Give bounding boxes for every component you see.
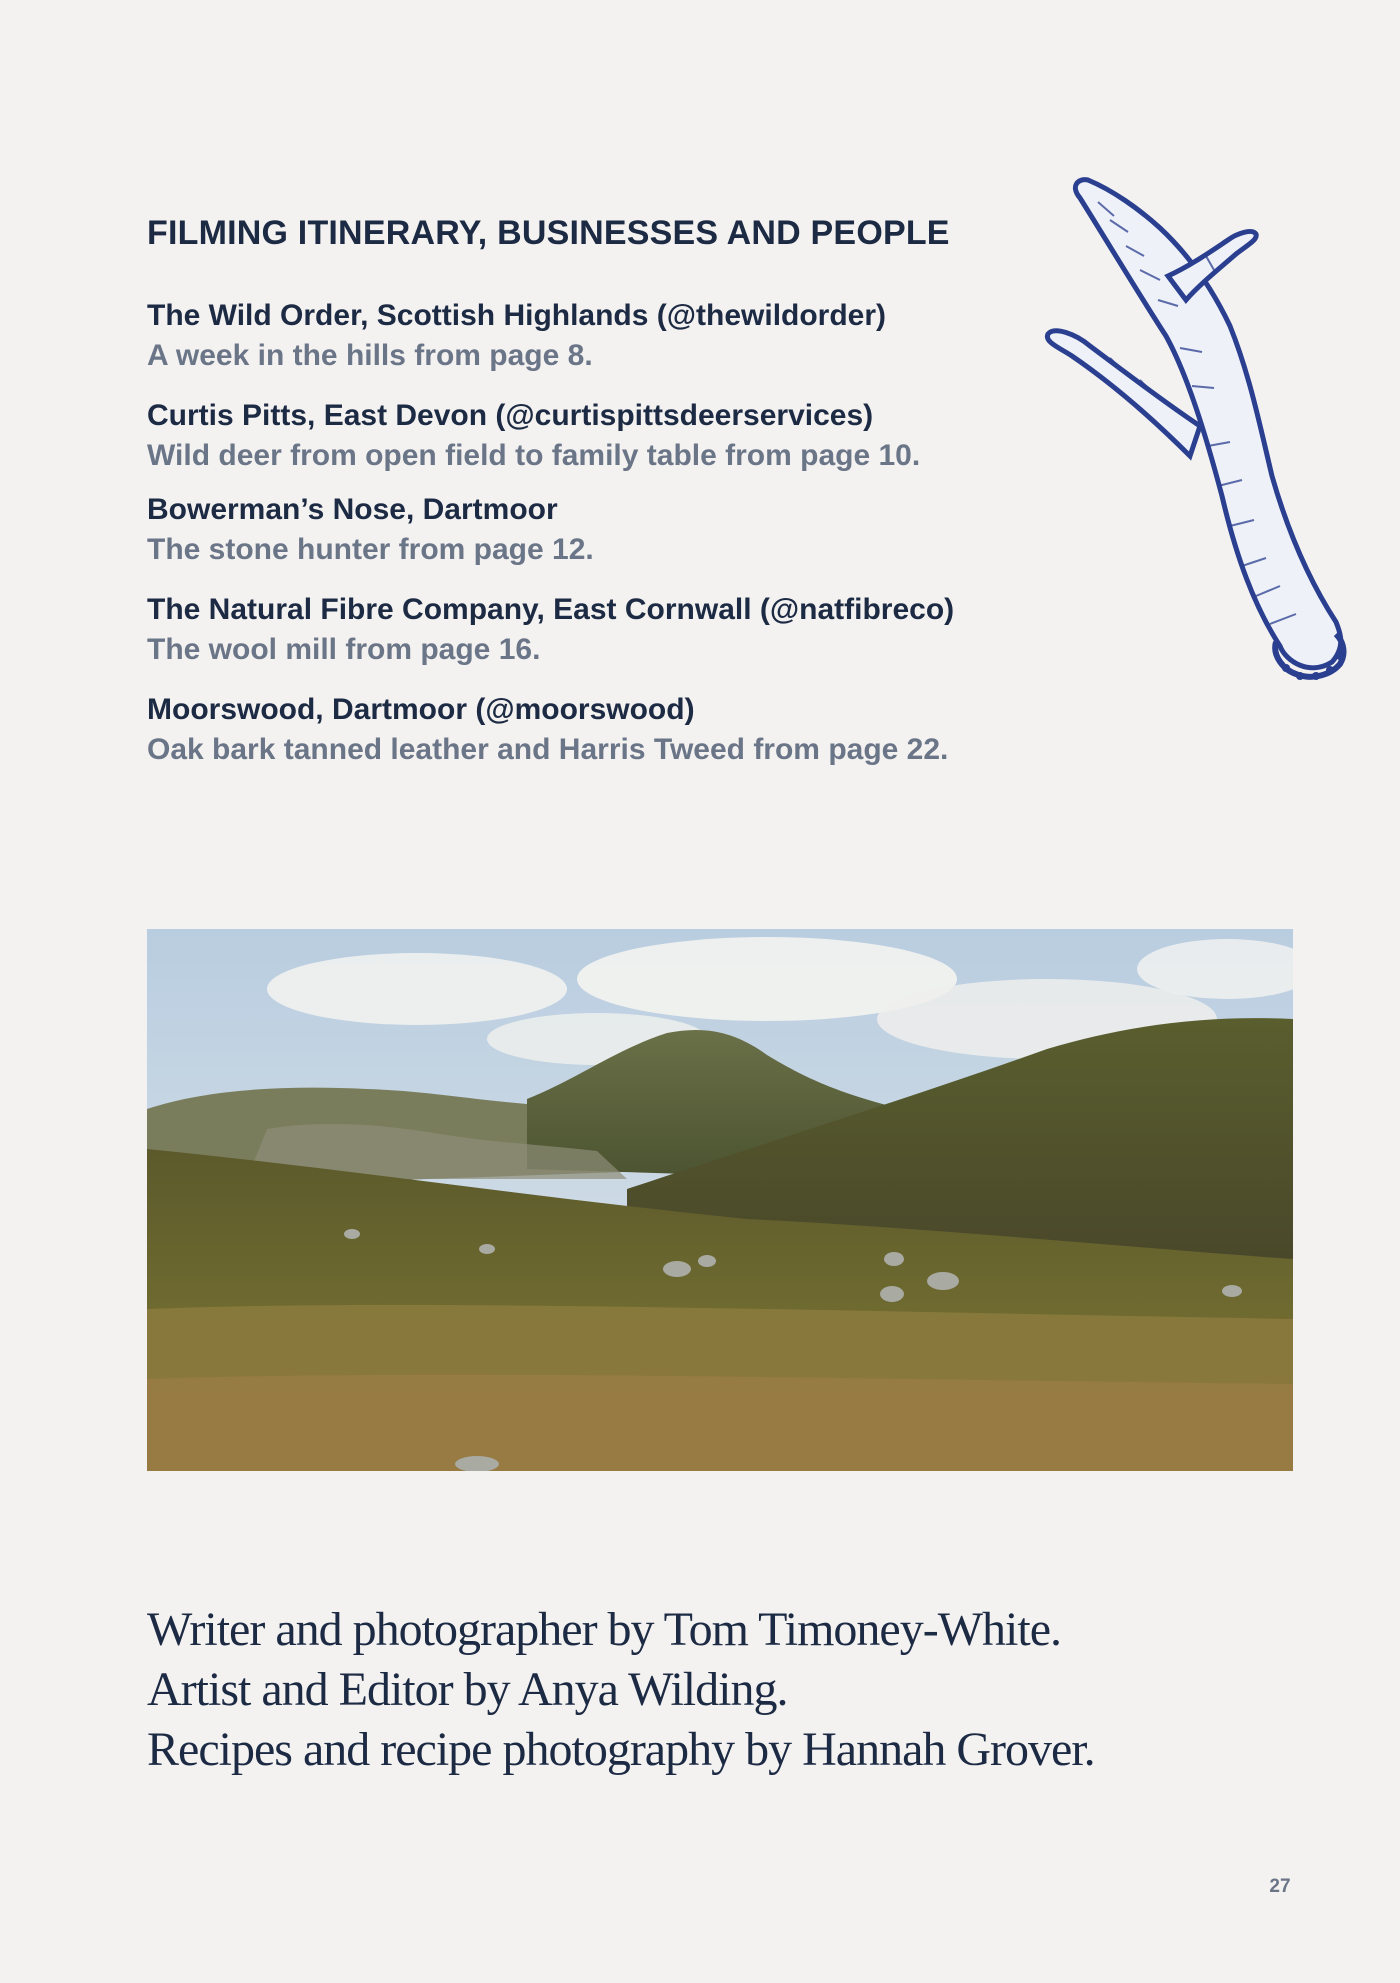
entry-title: Moorswood, Dartmoor (@moorswood)	[147, 693, 695, 726]
credit-line: Writer and photographer by Tom Timoney-White.	[147, 1603, 1061, 1656]
entry-subtitle: The stone hunter from page 12.	[147, 533, 594, 566]
entry-title: The Wild Order, Scottish Highlands (@thewildorder)	[147, 299, 887, 332]
entry-subtitle: A week in the hills from page 8.	[147, 339, 593, 372]
credits	[147, 1600, 1297, 1780]
entry-subtitle: The wool mill from page 16.	[147, 633, 541, 666]
credit-line: Artist and Editor by Anya Wilding.	[147, 1663, 788, 1716]
entry-title: Curtis Pitts, East Devon (@curtispittsdeerservices)	[147, 399, 874, 432]
entry-subtitle: Wild deer from open field to family table from page 10.	[147, 439, 921, 472]
itinerary-entry	[147, 590, 1067, 670]
itinerary-entry	[147, 296, 1067, 376]
entry-title: Bowerman’s Nose, Dartmoor	[147, 493, 558, 526]
page-heading: FILMING ITINERARY, BUSINESSES AND PEOPLE	[147, 214, 950, 252]
entry-subtitle: Oak bark tanned leather and Harris Tweed from page 22.	[147, 733, 949, 766]
page-number: 27	[1269, 1876, 1291, 1897]
itinerary-entry	[147, 690, 1067, 770]
entry-title: The Natural Fibre Company, East Cornwall (@natfibreco)	[147, 593, 955, 626]
highland-landscape-photo	[147, 929, 1293, 1471]
antler-illustration-icon	[1040, 176, 1350, 706]
itinerary-list	[147, 296, 1067, 790]
itinerary-entry	[147, 490, 1067, 570]
itinerary-entry	[147, 396, 1067, 476]
credit-line: Recipes and recipe photography by Hannah Grover.	[147, 1723, 1095, 1776]
